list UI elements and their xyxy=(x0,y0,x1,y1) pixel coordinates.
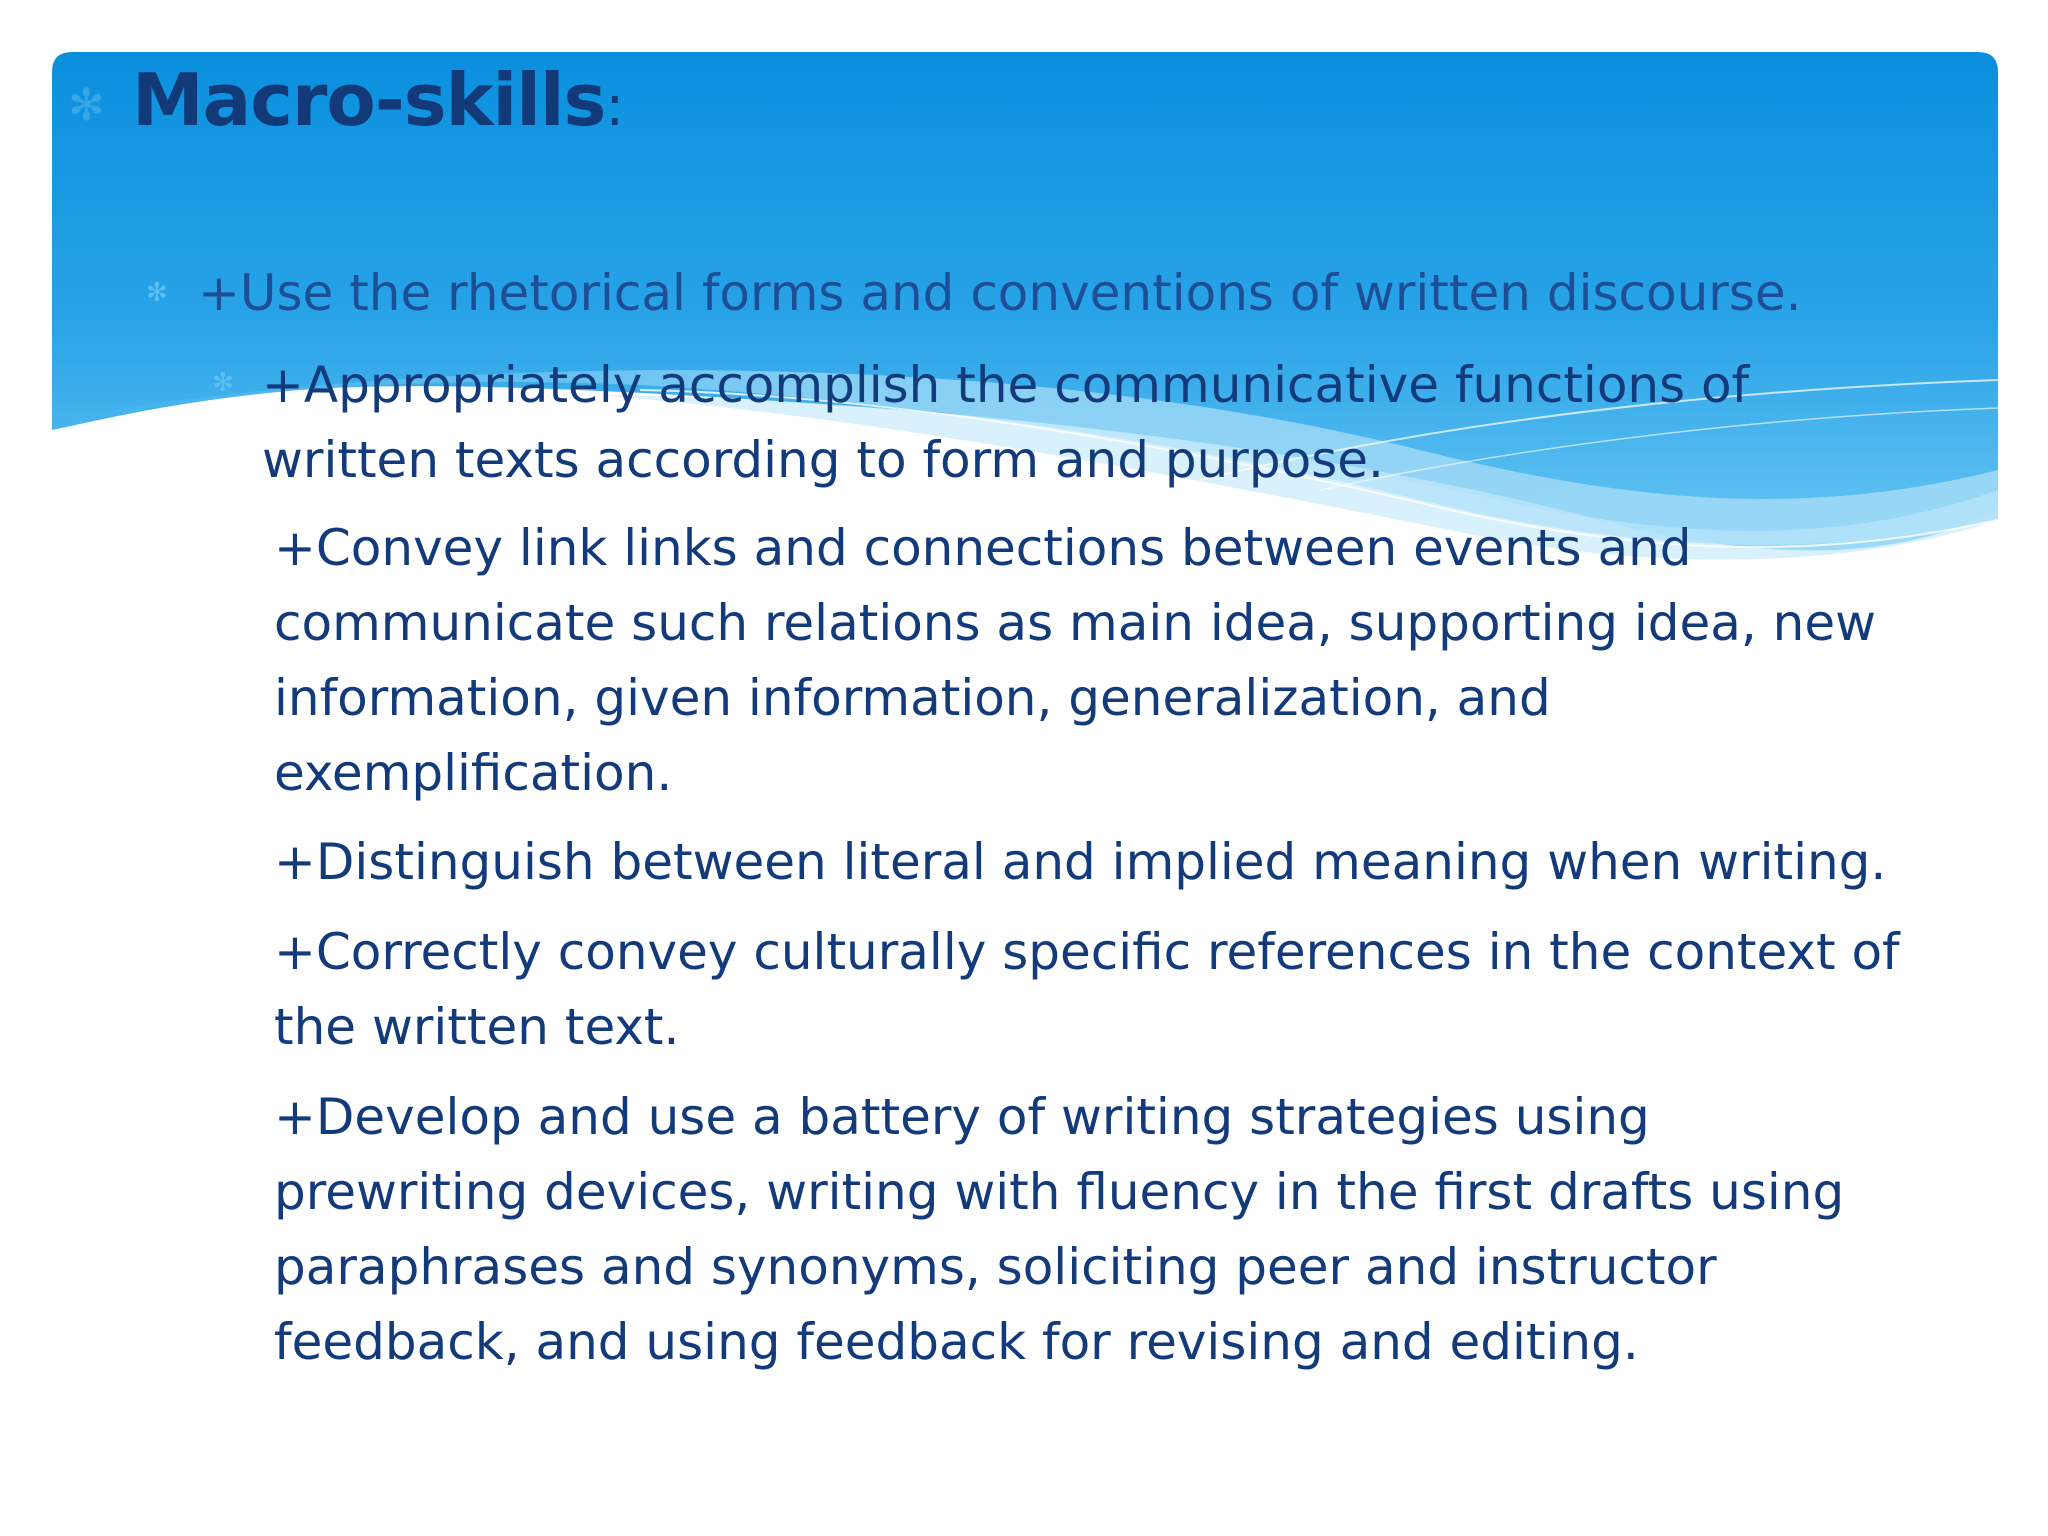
title-text: Macro-skills xyxy=(132,58,606,142)
bullet-cultural-references: +Correctly convey culturally specific references in the context of the written text. xyxy=(274,923,1900,1056)
title-colon: : xyxy=(605,74,624,139)
asterisk-icon: ✻ xyxy=(212,368,234,398)
bullet-literal-implied: +Distinguish between literal and implied meaning when writing. xyxy=(274,833,1887,891)
asterisk-icon: ✻ xyxy=(146,278,168,308)
bullet-convey-links: +Convey link links and connections between events and communicate such relations as main idea, supporting idea, new information, given information, generalization, and exemplification. xyxy=(274,519,1877,802)
bullet-communicative-functions: +Appropriately accomplish the communicative functions of written texts according to form and purpose. xyxy=(262,356,1750,489)
bullet-rhetorical-forms: +Use the rhetorical forms and conventions of written discourse. xyxy=(198,264,1802,322)
asterisk-icon: ✻ xyxy=(68,80,105,131)
bullet-writing-strategies: +Develop and use a battery of writing strategies using prewriting devices, writing with fluency in the first drafts using paraphrases and synonyms, soliciting peer and instructor feedback, and using feedback for revising and editing. xyxy=(274,1088,1845,1371)
slide-title xyxy=(132,58,623,142)
